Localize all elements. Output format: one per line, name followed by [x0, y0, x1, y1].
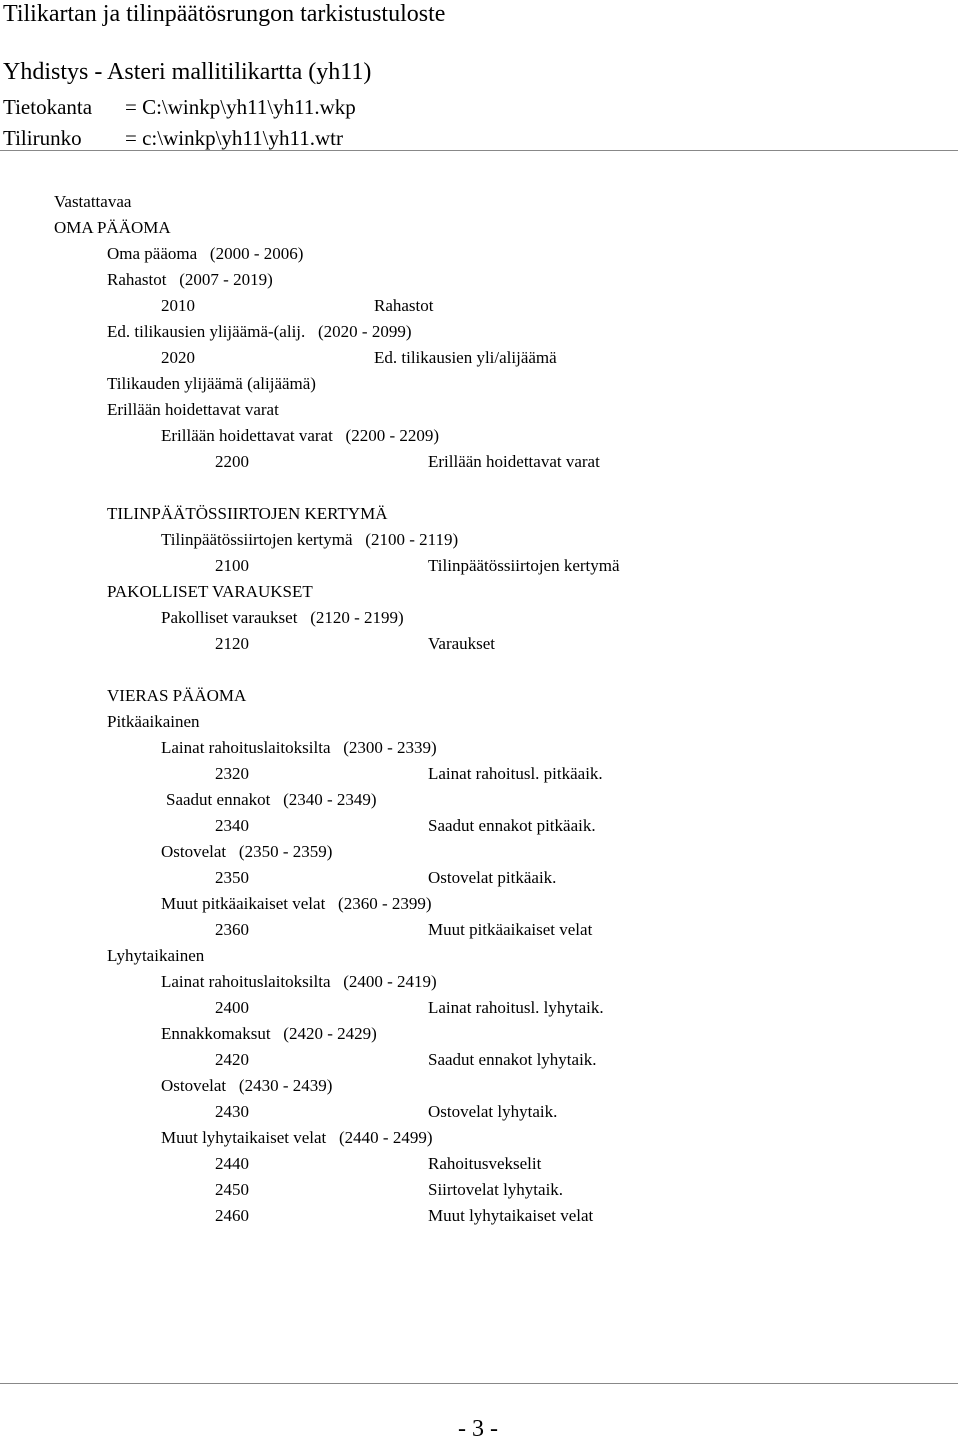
group-pakolliset-varaukset: PAKOLLISET VARAUKSET — [107, 582, 313, 601]
range-rahastot: Rahastot (2007 - 2019) — [107, 270, 273, 289]
group-erillaan-hoidettavat: Erillään hoidettavat varat — [107, 400, 279, 419]
range-muut-pitka: Muut pitkäaikaiset velat (2360 - 2399) — [161, 894, 432, 913]
range-saadut-ennakot: Saadut ennakot (2340 - 2349) — [166, 790, 377, 809]
account-name: Rahoitusvekselit — [428, 1154, 542, 1173]
group-oma-paaoma: OMA PÄÄOMA — [54, 218, 171, 237]
account-name: Muut pitkäaikaiset velat — [428, 920, 593, 939]
account-name: Rahastot — [374, 296, 434, 315]
account-number: 2100 — [215, 556, 249, 575]
range-erillaan: Erillään hoidettavat varat (2200 - 2209) — [161, 426, 440, 445]
range-pakolliset: Pakolliset varaukset (2120 - 2199) — [161, 608, 404, 627]
organization-name: Yhdistys - Asteri mallitilikartta (yh11) — [3, 59, 372, 85]
account-number: 2020 — [161, 348, 195, 367]
range-ennakkomaksut: Ennakkomaksut (2420 - 2429) — [161, 1024, 377, 1043]
account-name: Ed. tilikausien yli/alijäämä — [374, 348, 557, 367]
account-name: Saadut ennakot pitkäaik. — [428, 816, 596, 835]
account-number: 2360 — [215, 920, 249, 939]
database-label: Tietokanta — [3, 95, 93, 119]
frame-label: Tilirunko — [3, 126, 82, 150]
account-name: Erillään hoidettavat varat — [428, 452, 600, 471]
account-name: Lainat rahoitusl. pitkäaik. — [428, 764, 603, 783]
account-number: 2450 — [215, 1180, 249, 1199]
header-divider — [0, 150, 958, 151]
range-oma-paaoma: Oma pääoma (2000 - 2006) — [107, 244, 304, 263]
group-vieras-paaoma: VIERAS PÄÄOMA — [107, 686, 247, 705]
section-vastattavaa: Vastattavaa — [54, 192, 132, 211]
account-number: 2430 — [215, 1102, 249, 1121]
account-name: Tilinpäätössiirtojen kertymä — [428, 556, 620, 575]
account-number: 2010 — [161, 296, 195, 315]
account-name: Siirtovelat lyhytaik. — [428, 1180, 564, 1199]
footer-divider — [0, 1383, 958, 1384]
line-tilikauden-ylijaama: Tilikauden ylijäämä (alijäämä) — [107, 374, 316, 393]
range-ostovelat-pitka: Ostovelat (2350 - 2359) — [161, 842, 333, 861]
page-number: - 3 - — [458, 1416, 498, 1442]
subgroup-lyhytaikainen: Lyhytaikainen — [107, 946, 205, 965]
document-title: Tilikartan ja tilinpäätösrungon tarkistustuloste — [3, 1, 446, 27]
account-name: Ostovelat lyhytaik. — [428, 1102, 558, 1121]
group-tilinpaatossiirtojen: TILINPÄÄTÖSSIIRTOJEN KERTYMÄ — [107, 504, 388, 523]
account-number: 2320 — [215, 764, 249, 783]
database-value: = C:\winkp\yh11\yh11.wkp — [125, 95, 356, 119]
account-number: 2120 — [215, 634, 249, 653]
account-name: Lainat rahoitusl. lyhytaik. — [428, 998, 604, 1017]
account-number: 2350 — [215, 868, 249, 887]
account-number: 2420 — [215, 1050, 249, 1069]
frame-value: = c:\winkp\yh11\yh11.wtr — [125, 126, 343, 150]
range-ed-tilikausien: Ed. tilikausien ylijäämä-(alij. (2020 - 2099) — [107, 322, 412, 341]
account-name: Ostovelat pitkäaik. — [428, 868, 557, 887]
range-lainat-lyhyt: Lainat rahoituslaitoksilta (2400 - 2419) — [161, 972, 437, 991]
account-number: 2460 — [215, 1206, 249, 1225]
subgroup-pitkaaikainen: Pitkäaikainen — [107, 712, 200, 731]
range-muut-lyhyt: Muut lyhytaikaiset velat (2440 - 2499) — [161, 1128, 433, 1147]
account-number: 2200 — [215, 452, 249, 471]
account-name: Saadut ennakot lyhytaik. — [428, 1050, 597, 1069]
account-number: 2340 — [215, 816, 249, 835]
range-tilinpaatossiirtojen: Tilinpäätössiirtojen kertymä (2100 - 2119) — [161, 530, 459, 549]
account-name: Muut lyhytaikaiset velat — [428, 1206, 594, 1225]
account-number: 2400 — [215, 998, 249, 1017]
account-name: Varaukset — [428, 634, 496, 653]
account-number: 2440 — [215, 1154, 249, 1173]
range-lainat-pitka: Lainat rahoituslaitoksilta (2300 - 2339) — [161, 738, 437, 757]
range-ostovelat-lyhyt: Ostovelat (2430 - 2439) — [161, 1076, 333, 1095]
